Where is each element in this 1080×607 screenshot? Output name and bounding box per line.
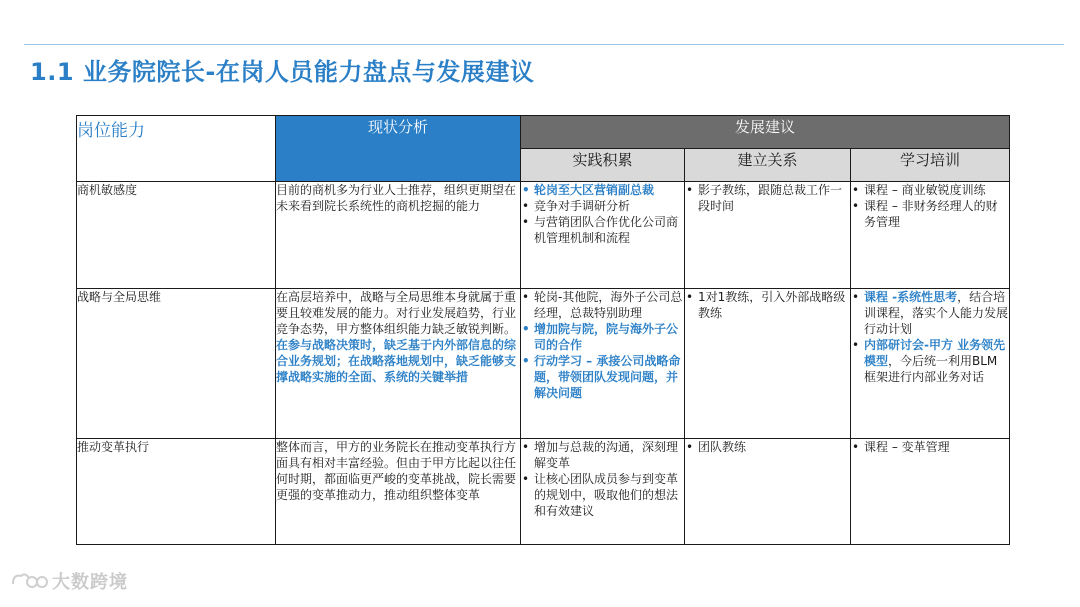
list-item: • 团队教练 [685,439,850,455]
status-analysis-header: 现状分析 [276,116,521,182]
status-text: 目前的商机多为行业人士推荐，组织更期望在未来看到院长系统性的商机挖掘的能力 [276,183,517,213]
list-item [851,289,1009,337]
list-item [851,182,1009,198]
learning-item-highlight: 内部研讨会-甲方 业务领先模型 [864,338,1006,368]
top-divider [24,44,1064,45]
list-item: • 与营销团队合作优化公司商机管理机制和流程 [521,214,684,246]
development-header: 发展建议 [521,116,1010,149]
learning-item-highlight: 课程 -系统性思考 [864,290,958,304]
learning-item-text: 课程 – 变革管理 [864,440,950,454]
learning-item-text: ，今后统一利用BLM框架进行内部业务对话 [864,354,998,384]
practice-header: 实践积累 [521,149,685,182]
list-item: • 让核心团队成员参与到变革的规划中，吸取他们的想法和有效建议 [521,471,684,519]
status-cell [276,289,521,439]
learning-item-text: 课程 – 非财务经理人的财务管理 [864,199,998,229]
learning-cell [851,439,1010,545]
list-item [851,198,1009,230]
list-item: • 行动学习 – 承接公司战略命题，带领团队发现问题，并解决问题 [521,353,684,401]
list-item: • 轮岗-其他院，海外子公司总经理，总裁特别助理 [521,289,684,321]
status-text: 在高层培养中，战略与全局思维本身就属于重要且较难发展的能力。对行业发展趋势，行业竞争态势，甲方整体组织能力缺乏敏锐判断。 [276,290,517,336]
status-cell [276,182,521,289]
table-row [77,182,1010,289]
relations-cell [685,439,851,545]
relations-cell [685,182,851,289]
practice-cell [521,439,685,545]
learning-item-text: ，结合培训课程，落实个人能力发展行动计划 [864,290,1009,336]
list-item: • 竞争对手调研分析 [521,198,684,214]
list-item: • 轮岗至大区营销副总裁 [521,182,684,198]
list-item: • 1对1教练，引入外部战略级教练 [685,289,850,321]
learning-cell [851,289,1010,439]
status-highlight-text: 在参与战略决策时，缺乏基于内外部信息的综合业务规划；在战略落地规划中，缺乏能够支撑战略实施的全面、系统的关键举措 [276,338,517,384]
watermark-text: 大数跨境 [52,572,128,593]
row-label: 战略与全局思维 [77,289,276,439]
list-item: • 增加与总裁的沟通，深刻理解变革 [521,439,684,471]
table-row [77,289,1010,439]
list-item: • 增加院与院，院与海外子公司的合作 [521,321,684,353]
list-item: • 影子教练，跟随总裁工作一段时间 [685,182,850,214]
capability-header: 岗位能力 [77,116,276,182]
list-item [851,439,1009,455]
relations-header: 建立关系 [685,149,851,182]
list-item [851,337,1009,385]
practice-cell [521,182,685,289]
status-text: 整体而言，甲方的业务院长在推动变革执行方面具有相对丰富经验。但由于甲方比起以往任何时期，都面临更严峻的变革挑战，院长需要更强的变革推动力，推动组织整体变革 [276,440,517,502]
watermark [10,568,128,594]
row-label: 商机敏感度 [77,182,276,289]
relations-cell [685,289,851,439]
page-title: 1.1 业务院院长-在岗人员能力盘点与发展建议 [30,58,535,86]
learning-item-text: 课程 – 商业敏锐度训练 [864,183,986,197]
practice-cell [521,289,685,439]
capability-table [76,115,1010,545]
watermark-logo-icon [10,570,48,592]
learning-cell [851,182,1010,289]
row-label: 推动变革执行 [77,439,276,545]
status-cell [276,439,521,545]
table-row [77,439,1010,545]
learning-header: 学习培训 [851,149,1010,182]
